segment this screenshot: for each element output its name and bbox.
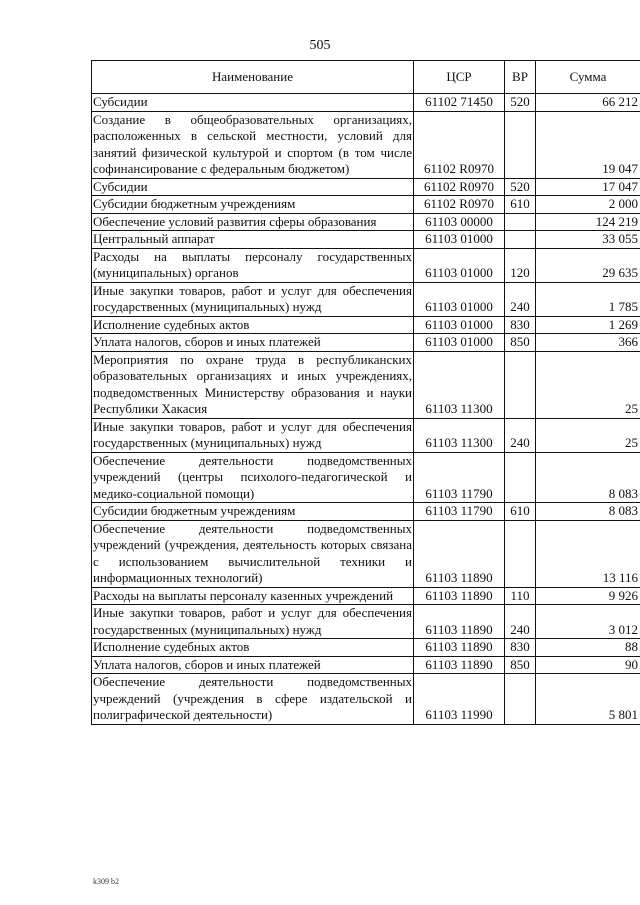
table-row (92, 656, 640, 674)
cell-csr: 61103 01000 (414, 282, 505, 316)
footer-code: k309 b2 (93, 877, 119, 886)
table-row (92, 282, 640, 316)
cell-vr (505, 452, 536, 503)
cell-csr: 61103 11790 (414, 452, 505, 503)
table-row (92, 605, 640, 639)
table-row (92, 452, 640, 503)
cell-sum: 88 (536, 639, 640, 657)
table-row (92, 94, 640, 112)
budget-table (91, 60, 640, 725)
header-vr: ВР (505, 61, 536, 94)
table-header-row (92, 61, 640, 94)
cell-csr: 61103 01000 (414, 248, 505, 282)
cell-sum: 25 (536, 418, 640, 452)
cell-vr: 830 (505, 316, 536, 334)
cell-csr: 61103 11300 (414, 351, 505, 418)
table-row (92, 196, 640, 214)
cell-name: Уплата налогов, сборов и иных платежей (92, 334, 414, 352)
cell-sum: 8 083 (536, 503, 640, 521)
cell-vr: 610 (505, 503, 536, 521)
cell-csr: 61102 R0970 (414, 111, 505, 178)
cell-vr (505, 231, 536, 249)
cell-name: Обеспечение условий развития сферы образования (92, 213, 414, 231)
table-row (92, 178, 640, 196)
cell-vr: 240 (505, 418, 536, 452)
cell-sum: 33 055 (536, 231, 640, 249)
table-row (92, 520, 640, 587)
header-sum: Сумма (536, 61, 640, 94)
cell-vr: 240 (505, 282, 536, 316)
cell-vr (505, 111, 536, 178)
cell-sum: 1 785 (536, 282, 640, 316)
cell-csr: 61102 R0970 (414, 178, 505, 196)
header-csr: ЦСР (414, 61, 505, 94)
cell-name: Расходы на выплаты персоналу казенных учреждений (92, 587, 414, 605)
table-row (92, 231, 640, 249)
cell-vr: 610 (505, 196, 536, 214)
header-name: Наименование (92, 61, 414, 94)
cell-csr: 61103 11890 (414, 587, 505, 605)
cell-sum: 3 012 (536, 605, 640, 639)
cell-vr: 830 (505, 639, 536, 657)
cell-csr: 61102 R0970 (414, 196, 505, 214)
cell-sum: 66 212 (536, 94, 640, 112)
table-row (92, 334, 640, 352)
cell-vr: 850 (505, 656, 536, 674)
cell-csr: 61102 71450 (414, 94, 505, 112)
cell-name: Обеспечение деятельности подведомственных учреждений (учреждения в сфере издательской и полиграфической деятельности) (93, 674, 412, 722)
cell-sum: 9 926 (536, 587, 640, 605)
cell-vr: 850 (505, 334, 536, 352)
cell-vr (505, 351, 536, 418)
cell-sum: 13 116 (536, 520, 640, 587)
table-row (92, 418, 640, 452)
cell-csr: 61103 00000 (414, 213, 505, 231)
cell-csr: 61103 11890 (414, 656, 505, 674)
cell-vr: 120 (505, 248, 536, 282)
table-row (92, 587, 640, 605)
cell-vr: 110 (505, 587, 536, 605)
cell-vr (505, 213, 536, 231)
page-number: 505 (309, 38, 331, 53)
table-row (92, 639, 640, 657)
cell-sum: 17 047 (536, 178, 640, 196)
cell-name: Исполнение судебных актов (92, 639, 414, 657)
cell-csr: 61103 11890 (414, 639, 505, 657)
cell-name: Иные закупки товаров, работ и услуг для обеспечения государственных (муниципальных) нужд (93, 418, 412, 450)
table-body (92, 94, 640, 725)
cell-csr: 61103 01000 (414, 316, 505, 334)
cell-name: Иные закупки товаров, работ и услуг для обеспечения государственных (муниципальных) нужд (93, 605, 412, 637)
cell-name: Обеспечение деятельности подведомственных учреждений (центры психолого-педагогической и медико-социальной помощи) (93, 452, 412, 501)
cell-sum: 8 083 (536, 452, 640, 503)
cell-name: Субсидии (92, 94, 414, 112)
cell-name: Субсидии бюджетным учреждениям (92, 503, 414, 521)
cell-name: Центральный аппарат (92, 231, 414, 249)
cell-csr: 61103 01000 (414, 231, 505, 249)
cell-sum: 90 (536, 656, 640, 674)
cell-csr: 61103 11300 (414, 418, 505, 452)
cell-sum: 366 (536, 334, 640, 352)
cell-vr: 240 (505, 605, 536, 639)
cell-name: Расходы на выплаты персоналу государственных (муниципальных) органов (93, 248, 412, 280)
table-row (92, 248, 640, 282)
cell-sum: 124 219 (536, 213, 640, 231)
table-row (92, 503, 640, 521)
cell-name: Обеспечение деятельности подведомственных учреждений (учреждения, деятельность которых связана с использованием вычислительной техники и информационных технологий) (93, 520, 412, 585)
cell-vr: 520 (505, 94, 536, 112)
table-row (92, 316, 640, 334)
cell-sum: 2 000 (536, 196, 640, 214)
cell-vr (505, 674, 536, 725)
table-row (92, 111, 640, 178)
cell-name: Субсидии (92, 178, 414, 196)
table-row (92, 674, 640, 725)
cell-sum: 25 (536, 351, 640, 418)
cell-sum: 5 801 (536, 674, 640, 725)
cell-csr: 61103 11890 (414, 605, 505, 639)
cell-name: Иные закупки товаров, работ и услуг для обеспечения государственных (муниципальных) нужд (93, 282, 412, 314)
cell-name: Субсидии бюджетным учреждениям (92, 196, 414, 214)
cell-name: Исполнение судебных актов (92, 316, 414, 334)
cell-name: Мероприятия по охране труда в республиканских образовательных организациях и иных учреждениях, подведомственных Министерству образования и науки Республики Хакасия (93, 351, 412, 416)
cell-sum: 29 635 (536, 248, 640, 282)
table-row (92, 351, 640, 418)
table-row (92, 213, 640, 231)
cell-csr: 61103 11990 (414, 674, 505, 725)
cell-sum: 19 047 (536, 111, 640, 178)
cell-name: Создание в общеобразовательных организациях, расположенных в сельской местности, условий для занятий физической культурой и спортом (в том числе софинансирование с федеральным бюджетом) (93, 111, 412, 176)
cell-vr (505, 520, 536, 587)
cell-vr: 520 (505, 178, 536, 196)
cell-csr: 61103 11790 (414, 503, 505, 521)
cell-csr: 61103 01000 (414, 334, 505, 352)
cell-csr: 61103 11890 (414, 520, 505, 587)
cell-name: Уплата налогов, сборов и иных платежей (92, 656, 414, 674)
cell-sum: 1 269 (536, 316, 640, 334)
